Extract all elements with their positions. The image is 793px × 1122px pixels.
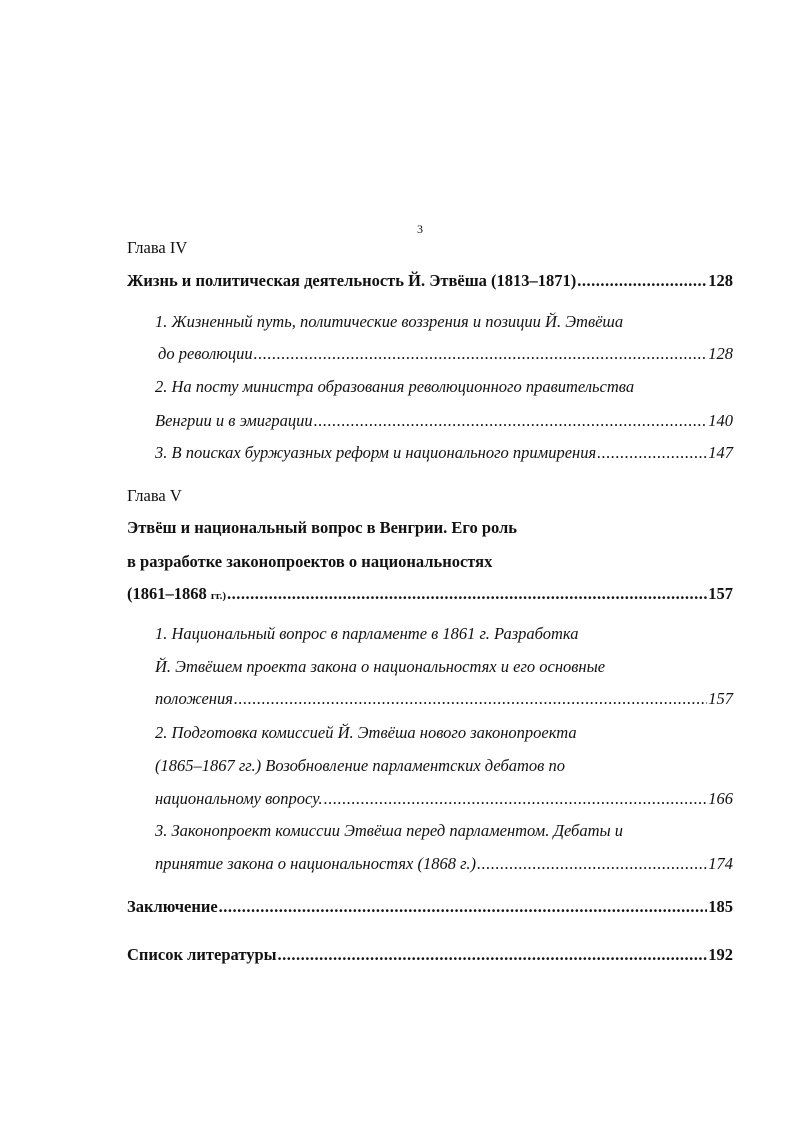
bibliography-entry[interactable] (127, 945, 733, 965)
ch5-item2-line1: 2. Подготовка комиссией Й. Этвёша нового законопроекта (155, 723, 577, 742)
chapter-5-title-line3 (127, 584, 226, 606)
ch5-item3-page: 174 (708, 854, 733, 873)
ch5-item2-line3: национальному вопросу. (155, 789, 323, 808)
leader-dots (324, 789, 708, 809)
ch5-item1-line1: 1. Национальный вопрос в парламенте в 1861 г. Разработка (155, 624, 579, 643)
chapter-4-page: 128 (708, 271, 733, 290)
ch4-item2-line2: Венгрии и в эмиграции (155, 411, 313, 430)
ch5-item2-line2: (1865–1867 гг.) Возобновление парламентских дебатов по (155, 756, 565, 775)
ch4-item3-entry[interactable] (155, 443, 733, 463)
chapter-5-title-line1: Этвёш и национальный вопрос в Венгрии. Его роль (127, 518, 518, 537)
leader-dots (227, 584, 707, 604)
page-number: 3 (417, 222, 423, 236)
leader-dots (234, 689, 707, 709)
chapter-5-title-line2: в разработке законопроектов о национальностях (127, 552, 493, 571)
ch5-item1-line3: положения (155, 689, 233, 708)
ch4-item1-page: 128 (708, 344, 733, 363)
chapter-4-label: Глава IV (127, 238, 188, 257)
ch5-item3-line2: принятие закона о национальностях (1868 г.) (155, 854, 476, 873)
leader-dots (314, 411, 708, 431)
chapter-4-title: Жизнь и политическая деятельность Й. Этвёша (1813–1871) (127, 271, 577, 290)
ch4-item3-page: 147 (708, 443, 733, 462)
leader-dots (577, 271, 707, 291)
conclusion-label: Заключение (127, 897, 218, 916)
chapter-5-label: Глава V (127, 486, 182, 505)
chapter-4-title-entry[interactable] (127, 271, 733, 291)
chapter-5-gg: гг.) (210, 590, 227, 602)
ch4-item2-line1: 2. На посту министра образования революционного правительства (155, 377, 635, 396)
ch5-item3-line1: 3. Законопроект комиссии Этвёша перед парламентом. Дебаты и (155, 821, 624, 840)
bibliography-page: 192 (708, 945, 733, 964)
ch4-item1-line2: до революции (158, 344, 253, 363)
chapter-5-title-entry[interactable] (127, 584, 733, 606)
ch5-item1-line2: Й. Этвёшем проекта закона о национальностях и его основные (155, 657, 606, 676)
ch5-item3-entry[interactable] (155, 854, 733, 874)
ch5-item2-entry[interactable] (155, 789, 733, 809)
leader-dots (278, 945, 708, 965)
bibliography-label: Список литературы (127, 945, 277, 964)
leader-dots (597, 443, 707, 463)
conclusion-page: 185 (708, 897, 733, 916)
conclusion-entry[interactable] (127, 897, 733, 917)
leader-dots (254, 344, 708, 364)
ch4-item1-line1: 1. Жизненный путь, политические воззрения и позиции Й. Этвёша (155, 312, 624, 331)
ch4-item2-page: 140 (708, 411, 733, 430)
ch5-item1-entry[interactable] (155, 689, 733, 709)
ch5-item2-page: 166 (708, 789, 733, 808)
chapter-5-years: (1861–1868 (127, 584, 207, 603)
ch4-item1-entry[interactable] (158, 344, 733, 364)
leader-dots (477, 854, 707, 874)
leader-dots (219, 897, 708, 917)
ch5-item1-page: 157 (708, 689, 733, 708)
chapter-5-page: 157 (708, 584, 733, 603)
ch4-item2-entry[interactable] (155, 411, 733, 431)
ch4-item3-line1: 3. В поисках буржуазных реформ и национального примирения (155, 443, 597, 462)
